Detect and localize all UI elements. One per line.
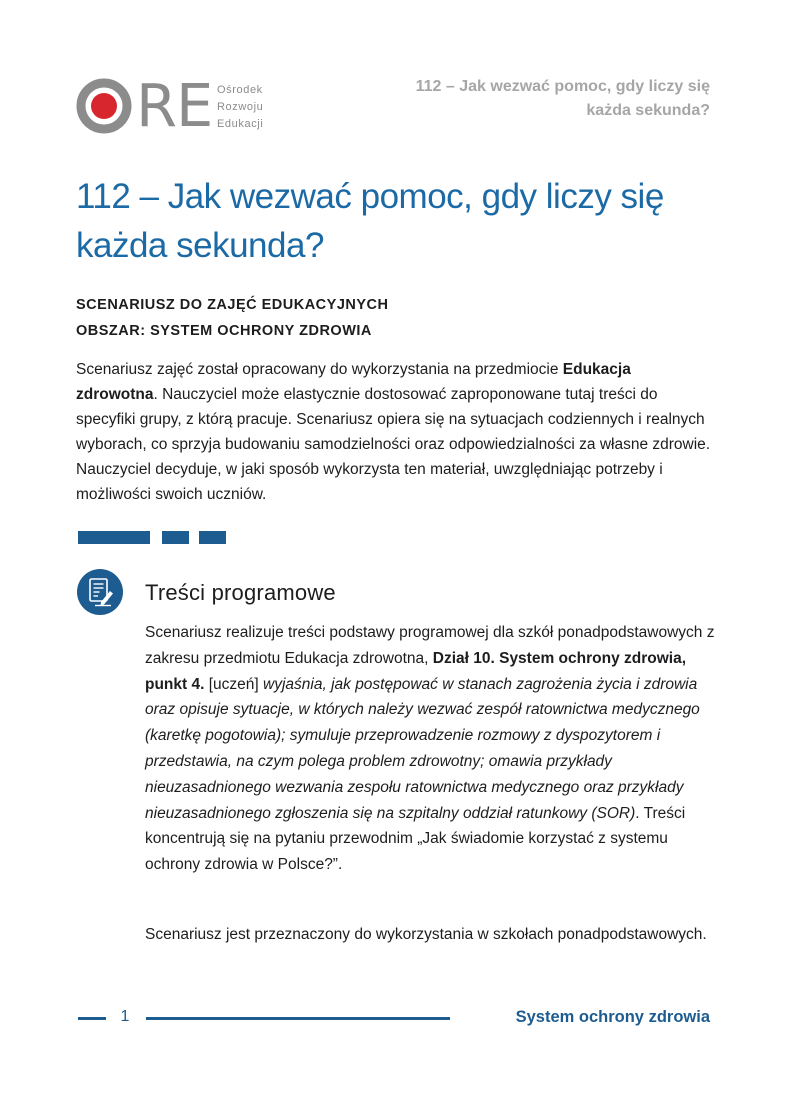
program-text-intro: Scenariusz realizuje treści podstawy programowej dla szkół ponadpodstawowych z zakresu przedmiotu Edukacja zdrowotna, [145, 624, 715, 667]
decorative-bar-short-1 [162, 531, 189, 544]
logo-line-1: Ośrodek [217, 84, 263, 96]
section-heading: Treści programowe [145, 580, 336, 605]
scenario-subtitles [76, 292, 388, 344]
program-content-paragraph [145, 620, 720, 878]
program-requirements-italic: wyjaśnia, jak postępować w stanach zagrożenia życia i zdrowia oraz opisuje sytuacje, w których należy wezwać zespół ratownictwa medycznego (karetkę pogotowia); symuluje przeprowadzenie rozmowy z dyspozytorem i przedstawia, na czym polega problem zdrowotny; omawia przykłady nieuzasadnionego wezwania zespołu ratownictwa medycznego oraz przykłady nieuzasadnionego zgłoszenia się na szpitalny oddział ratunkowy (SOR) [145, 675, 700, 822]
document-pencil-icon [77, 569, 123, 615]
program-text-question: . Treści koncentrują się na pytaniu przewodnim „Jak świadomie korzystać z systemu ochrony zdrowia w Polsce?”. [145, 804, 686, 874]
logo-letters-re: RE [136, 71, 213, 140]
footer-rule-left [78, 1017, 106, 1020]
subtitle-area: OBSZAR: SYSTEM OCHRONY ZDROWIA [76, 323, 372, 339]
intro-text-end: . Nauczyciel może elastycznie dostosować zaproponowane tutaj treści do specyfiki grupy, z którą pracuje. Scenariusz opiera się na sytuacjach codziennych i realnych wyborach, co sprzyja budowaniu samodzielności oraz odpowiedzialności za własne zdrowie. Nauczyciel decyduje, w jaki sposób wykorzysta ten materiał, uwzględniając potrzeby i możliwości swoich uczniów. [76, 386, 711, 503]
intro-subject-bold: Edukacja zdrowotna [76, 361, 631, 403]
program-section-bold: Dział 10. System ochrony zdrowia, punkt 4. [145, 649, 687, 693]
logo-institution-name [217, 82, 263, 133]
target-audience-paragraph: Scenariusz jest przeznaczony do wykorzystania w szkołach ponadpodstawowych. [145, 926, 707, 943]
footer-rule-right [146, 1017, 450, 1020]
intro-text-start: Scenariusz zajęć został opracowany do wykorzystania na przedmiocie [76, 361, 563, 378]
logo-o-target-icon [76, 78, 132, 134]
page-number: 1 [120, 1008, 130, 1025]
logo-mark [76, 71, 213, 140]
program-text-student: [uczeń] [204, 675, 264, 693]
decorative-bar-long [78, 531, 150, 544]
subtitle-scenario: SCENARIUSZ DO ZAJĘĆ EDUKACYJNYCH [76, 297, 389, 313]
page-footer [0, 1000, 786, 1030]
logo-line-2: Rozwoju [217, 101, 264, 113]
logo-line-3: Edukacji [217, 118, 264, 130]
page-title: 112 – Jak wezwać pomoc, gdy liczy się każda sekunda? [76, 177, 664, 265]
footer-section-label: System ochrony zdrowia [515, 1008, 710, 1026]
intro-paragraph [76, 357, 716, 507]
ore-logo [76, 71, 276, 140]
decorative-bar-short-2 [199, 531, 226, 544]
running-header-title: 112 – Jak wezwać pomoc, gdy liczy się każda sekunda? [415, 78, 710, 119]
